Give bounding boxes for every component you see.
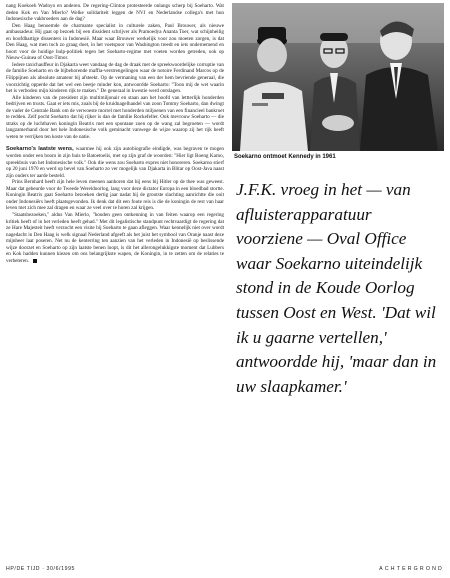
body-paragraph — [6, 212, 224, 264]
article-body-column — [6, 3, 224, 555]
end-of-article-mark — [33, 259, 37, 263]
right-column — [232, 3, 444, 399]
footer-section: ACHTERGROND — [379, 566, 444, 572]
pull-quote: J.F.K. vroeg in het — van afluisterapparatuur voorziene — Oval Office waar Soekarno uiteindelijk stond in de Koude Oorlog tussen Oost en West. 'Dat wil ik u gaarne vertellen,' antwoordde hij, 'maar dan in uw slaapkamer.' — [236, 180, 437, 396]
section-paragraph-text: waarmee hij ook zijn autobiografie eindigde, was begraven te mogen worden onder een boom in zijn huis te Batoetoelis, met op zijn graf de woorden: "Hier ligt Boeng Karno, spreekbuis van het Indonesische volk." Ook die wens zou Soeharto expres niet honoreren. Soekarno stierf op 20 juni 1970 en werd op bevel van Soeharto zo ver mogelijk van Djakarta in Blitar op Oost-Java naast zijn ouders ter aarde besteld. — [6, 146, 224, 179]
body-paragraph: Den Haag benoemde de charmante specialist in culturele zaken, Paul Brouwer, als nieuwe ambassadeur. Hij gaat op bezoek bij een dissident schrijver als Pramoedya Ananta Toer, wat schijnheilig en hoofdhartige dissenters in Indonesië. Maar waar Brouwer werkelijk voor zou moeten zorgen, is dat Den Haag, wat men toch zo graag doet, in het voetspoor van Washington treedt en iets ondernemend en hoort voor de huidige hulp-politiek tegen het Soeharto-regime met voeten worden getreden, ook op Nieuw-Guinea of Oost-Timor. — [6, 22, 224, 62]
footer-publication: HP/DE TIJD · 30/6/1995 — [6, 566, 76, 572]
body-paragraph: Prins Bernhard heeft zijn hele leven meenen aanhoren dat hij eens bij Hitler op de thee was geweest. Maar dat gebeurde voor de Tweede Wereldoorlog, lang voor deze dictator Europa in een bloedbad stortte. Koningin Beatrix gaat Soeharto bezoeken dertig jaar nadat hij de grootste slachting aanrichtte die ooit onder Indonesiërs heeft plaatsgevonden. Ik denk dat dit een foute reis is die de koningin de rest van haar leven met zich mee zal dragen en waar ze veel over te horen zal krijgen. — [6, 179, 224, 212]
photo-illustration — [232, 3, 444, 151]
body-paragraph: Iedere taxichauffeur in Djakarta weet vandaag de dag de draak met de spreekwoordelijke corruptie van de familie Soeharto en de bijbehorende maffia-verstrengelingen waar de notoire Ferdinand Marcos op de Filippijnen als absolute amateur bij afsteekt. Op de vermaning van een der hem bevriende generaal, die voorzichtig opperde dat het wel een beetje minder kon, antwoordde Soeharto: "Toon mij de wet waarin het is verboden mijn kinderen rijk te maken." De generaal in kwestie werd ontslagen. — [6, 61, 224, 95]
section-paragraph — [6, 146, 224, 179]
page-footer — [0, 562, 450, 578]
section-lead: Soekarno's laatste wens, — [6, 146, 74, 153]
photo-soekarno-kennedy — [232, 3, 444, 151]
photo-caption: Soekarno ontmoet Kennedy in 1961 — [234, 154, 336, 160]
body-paragraph: Alle kinderen van de president zijn multimiljonair en staan aan het hoofd van lettterlijk honderden bedrijven en trusts. Gaat er iets mis, zoals bij de kruidnagelhandel van zoon Tommy Soeharto, dan dwingt de vader de Centrale Bank om de verwoeste morrel met honderden miljoenen van een financieel bankroet te redden. Zelf pocht Soeharto dat hij rijker is dan de familie Rockefeller. Ook mevrouw Soeharto — die straks op de luchthaven koningin Beatrix met een spontane zoen op de wang zal begroeten — wordt langzamerhand door het hele Indonesische volk geminacht vanwege de wijze waarop zij het rijk heeft weten te verrijken ten koste van de natie. — [6, 94, 224, 140]
body-paragraph: nang Koekoeh Wadoyo en anderen. De regering-Clinton protesteerde onlangs scherp bij Soeharto. Wat deden Kok en Van Mierlo? Welke solidariteit leggen de NVJ en Nederlandse collega's met hun Indonesische vakbroeders aan de dag? — [6, 3, 224, 23]
closing-paragraph-text: "Staatsbezoeken," aldus Van Mierlo, "houden geen ontkenning in van feiten waarop een regering kritiek heeft of in het verleden heeft gehad." Met dit legalistische standpunt rechtvaardigt de regering dat ze Hare Majesteit heeft verzocht een visite bij Soeharto te gaan afleggen. Waar kennelijk niet over wordt nagedacht in Den Haag is welk signaal Nederland afgeeft als het juist het symbool van Oranje naast deze mijnheer laat poseren. Net nu de kenterring ten aanzien van het verleden in Indonesië op beslissende wijze doorzet en Soeharto op zijn laatste benen loopt, is dit het allerongelukkigste moment dat Lubbers en Kok hadden kunnen kiezen om ons belangrijkste wapen, de Koningin, in te zetten om de relaties te verbeteren. — [6, 211, 224, 264]
